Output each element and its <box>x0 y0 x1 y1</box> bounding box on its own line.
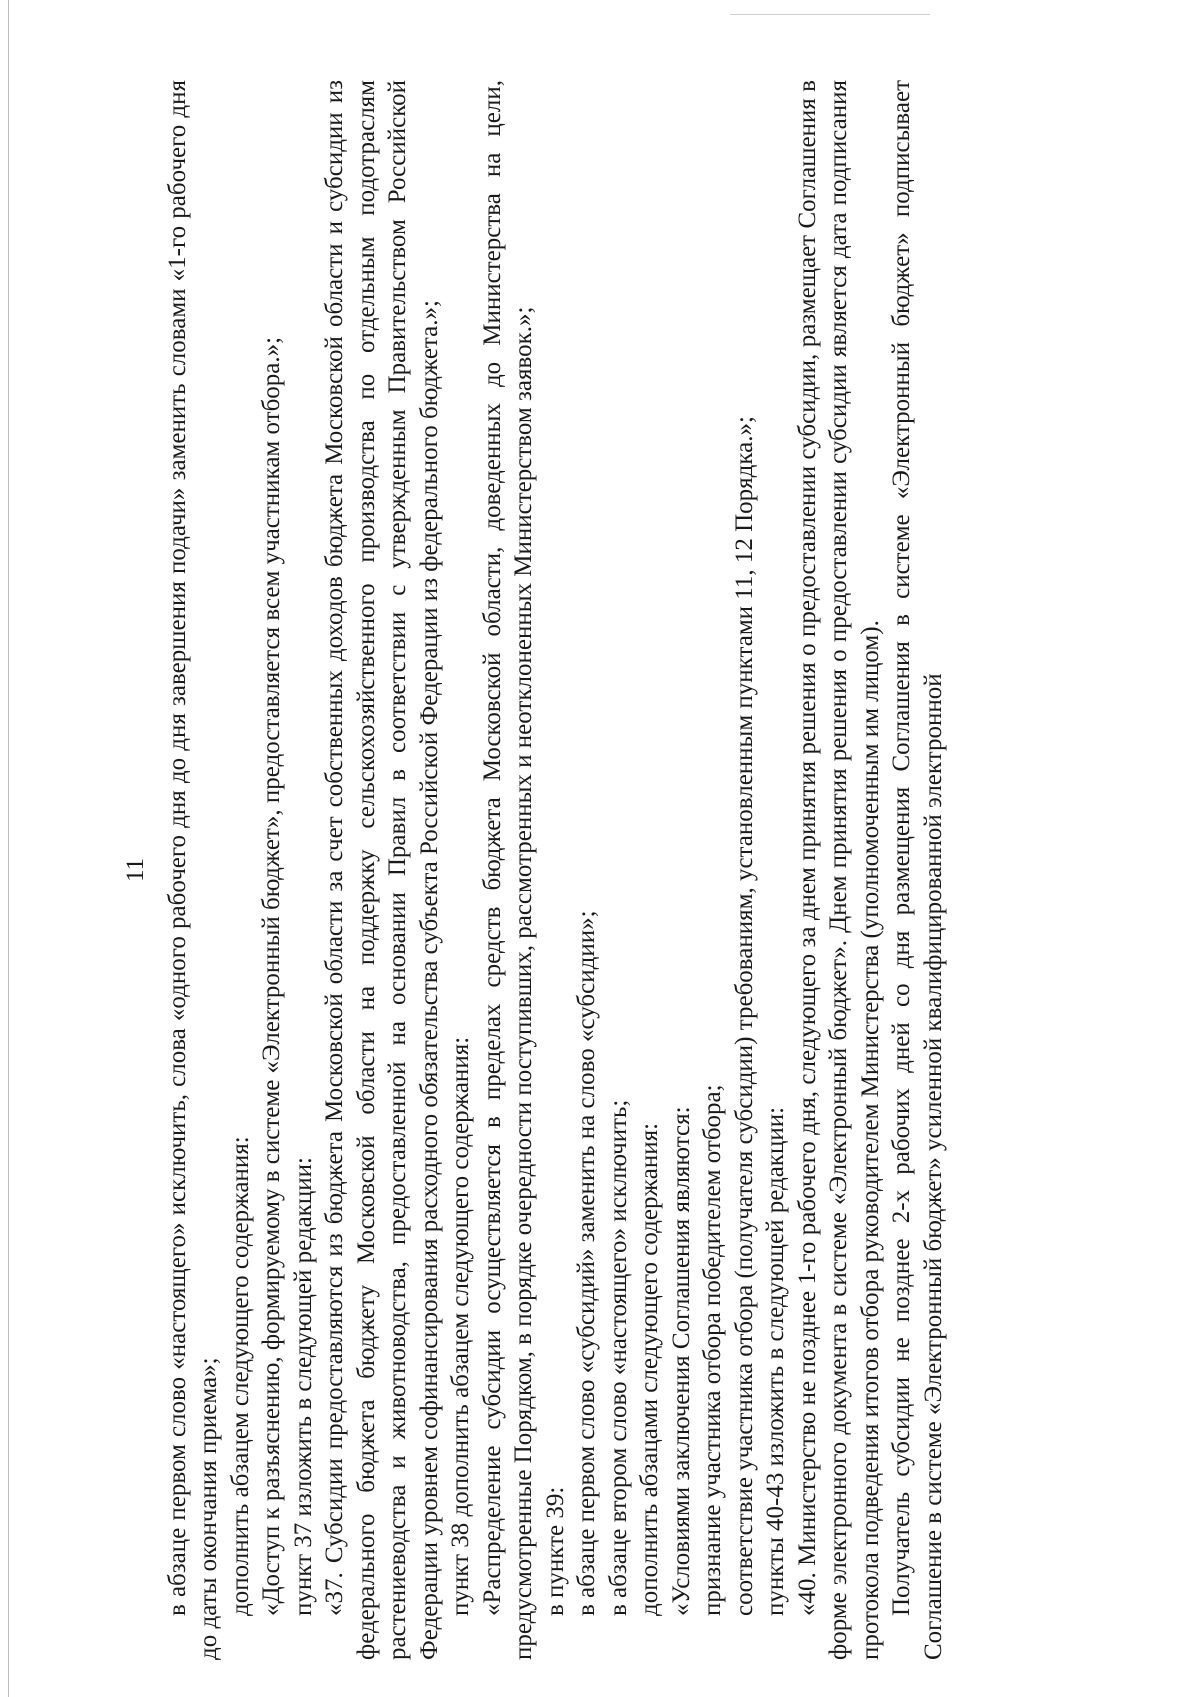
scan-edge-top <box>730 14 930 15</box>
paragraph: в абзаце первом слово «настоящего» исключить, слова «одного рабочего дня до дня завершения подачи» заменить словами «1-го рабочего дня до даты окончания приема»; <box>163 80 222 1660</box>
paragraph: дополнить абзацем следующего содержания: <box>226 1136 254 1616</box>
paragraph: дополнить абзацами следующего содержания: <box>636 1122 663 1616</box>
paragraph: «Доступ к разъяснению, формируемому в системе «Электронный бюджет», предоставляется всем участникам отбора.»; <box>258 336 285 1616</box>
paragraph: пункты 40-43 изложить в следующей редакции: <box>762 1106 789 1616</box>
paragraph: признание участника отбора победителем отбора; <box>699 1084 726 1616</box>
paragraph: соответствие участника отбора (получателя субсидии) требованиям, установленным пунктами 11, 12 Порядка.»; <box>730 416 758 1616</box>
rotated-text-block <box>120 80 949 1660</box>
paragraph: пункт 38 дополнить абзацем следующего содержания: <box>447 1036 474 1616</box>
body-text <box>162 80 950 1660</box>
paragraph: «37. Субсидии предоставляются из бюджета Московской области за счет собственных доходов бюджета Московской области и субсидии из федерального бюджета бюджету Московской области на поддержку сельскохозяйственного производства по отдельным подотраслям растениеводства и животноводства, предоставленной на основании Правил в соответствии с утвержденным Правительством Российской Федерации уровнем софинансирования расходного обязательства субъекта Российской Федерации из федерального бюджета.»; <box>321 80 443 1660</box>
paragraph: Получатель субсидии не позднее 2-х рабочих дней со дня размещения Соглашения в системе «Электронный бюджет» подписывает Соглашение в системе «Электронный бюджет» усиленной квалифицированной электронной <box>888 80 947 1660</box>
scan-edge-left <box>8 0 9 1697</box>
paragraph: в пункте 39: <box>541 1486 569 1616</box>
paragraph: «Распределение субсидии осуществляется в пределах средств бюджета Московской области, доведенных до Министерства на цели, предусмотренные Порядком, в порядке очередности поступивших, рассмотренных и неотклоненных Министерством заявок.»; <box>478 80 537 1660</box>
paragraph: «Условиями заключения Соглашения являются: <box>667 1106 695 1616</box>
page-number: 11 <box>122 857 149 883</box>
paragraph: в абзаце втором слово «настоящего» исключить; <box>604 1099 632 1616</box>
paragraph: в абзаце первом слово «субсидий» заменить на слово «субсидии»; <box>573 910 600 1616</box>
paragraph: пункт 37 изложить в следующей редакции: <box>289 1157 317 1616</box>
paragraph: «40. Министерство не позднее 1-го рабочего дня, следующего за днем принятия решения о предоставлении субсидии, размещает Соглашения в форме электронного документа в системе «Электронный бюджет». Днем принятия решения о предоставлении субсидии является дата подписания протокола подведения итогов отбора руководителем Министерства (уполномоченным им лицом). <box>793 80 884 1660</box>
